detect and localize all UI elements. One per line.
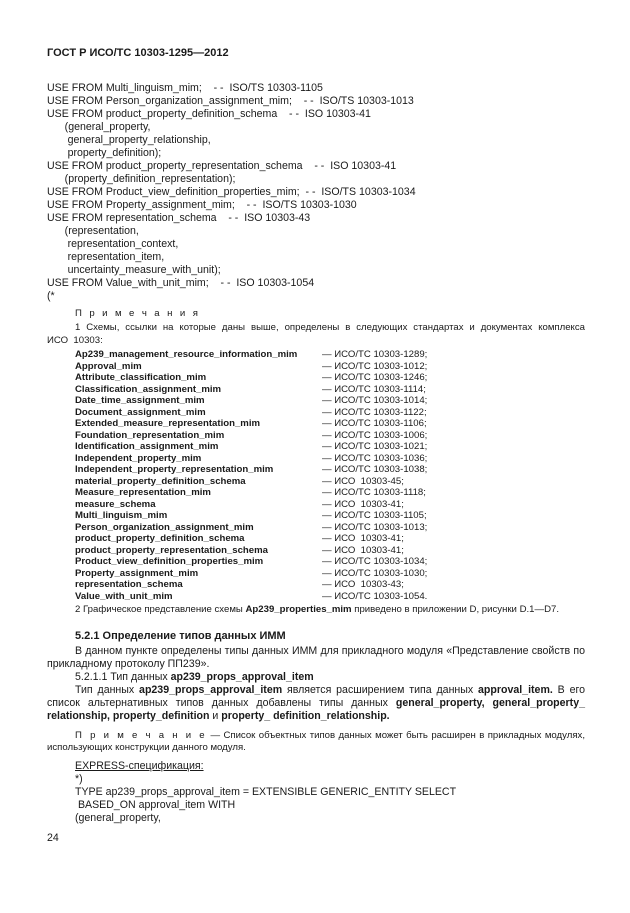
code-line: (* bbox=[47, 290, 55, 302]
note-item-2-schema: Ap239_properties_mim bbox=[245, 604, 352, 615]
ref-schema-name: Property_assignment_mim bbox=[75, 567, 199, 579]
code-line: representation_context, bbox=[47, 238, 179, 250]
code-line: general_property_relationship, bbox=[47, 134, 211, 146]
code-line: USE FROM representation_schema - - ISO 10303-43 bbox=[47, 212, 311, 224]
type-name: general_property, general_property_ bbox=[395, 697, 585, 709]
type-paragraph-line bbox=[47, 710, 390, 723]
ref-standard: — ИСО/ТС 10303-1106; bbox=[322, 418, 427, 429]
note-2-text: — Список объектных типов данных может быть расширен в прикладных модулях, bbox=[207, 730, 585, 741]
subsection-type-name: ap239_props_approval_item bbox=[170, 671, 314, 683]
ref-standard: — ИСО/ТС 10303-1289; bbox=[322, 349, 428, 360]
ref-schema-name: product_property_representation_schema bbox=[75, 544, 268, 556]
code-line: (representation, bbox=[47, 225, 139, 237]
ref-schema-name: Approval_mim bbox=[75, 360, 142, 372]
subsection-number: 5.2.1.1 Тип данных bbox=[75, 671, 171, 683]
ref-schema-name: Independent_property_mim bbox=[75, 452, 202, 464]
ref-standard: — ИСО/ТС 10303-1006; bbox=[322, 429, 428, 441]
code-line: (property_definition_representation); bbox=[47, 173, 236, 185]
code-line: representation_item, bbox=[47, 251, 165, 263]
ref-schema-name: measure_schema bbox=[75, 498, 156, 510]
text-run: список альтернативных типов данных добавлены типы данных bbox=[47, 697, 396, 709]
page-header: ГОСТ Р ИСО/ТС 10303-1295—2012 bbox=[47, 47, 229, 59]
ref-schema-name: Multi_linguism_mim bbox=[75, 510, 168, 521]
ref-schema-name: product_property_definition_schema bbox=[75, 533, 245, 544]
page-number: 24 bbox=[47, 832, 59, 844]
section-title: 5.2.1 Определение типов данных ИММ bbox=[75, 630, 286, 642]
ref-schema-name: Identification_assignment_mim bbox=[75, 441, 219, 452]
ref-standard: — ИСО 10303-43; bbox=[322, 579, 404, 590]
ref-standard: — ИСО/ТС 10303-1122; bbox=[322, 406, 427, 418]
note-item-2-text-end: приведено в приложении D, рисунки D.1—D7. bbox=[351, 604, 560, 615]
ref-schema-name: Person_organization_assignment_mim bbox=[75, 521, 254, 533]
code-line: property_definition); bbox=[47, 147, 162, 159]
code-line: USE FROM product_property_representation_schema - - ISO 10303-41 bbox=[47, 160, 397, 172]
type-name: ap239_props_approval_item bbox=[139, 684, 283, 696]
section-paragraph: В данном пункте определены типы данных ИММ для прикладного модуля «Представление свойств по bbox=[75, 645, 585, 657]
ref-schema-name: Value_with_unit_mim bbox=[75, 590, 173, 602]
ref-schema-name: Document_assignment_mim bbox=[75, 406, 206, 418]
note-2-heading: П р и м е ч а н и е bbox=[75, 730, 208, 741]
ref-schema-name: Classification_assignment_mim bbox=[75, 383, 222, 395]
ref-schema-name: Product_view_definition_properties_mim bbox=[75, 556, 264, 567]
note-intro: 1 Схемы, ссылки на которые даны выше, определены в следующих стандартах и документах комплекса bbox=[75, 322, 585, 333]
code-line: USE FROM Value_with_unit_mim; - - ISO 10303-1054 bbox=[47, 277, 315, 289]
ref-standard: — ИСО 10303-41; bbox=[322, 544, 404, 556]
ref-standard: — ИСО 10303-41; bbox=[322, 533, 404, 544]
express-line: *) bbox=[75, 773, 83, 785]
ref-standard: — ИСО/ТС 10303-1034; bbox=[322, 556, 428, 567]
ref-standard: — ИСО/ТС 10303-1105; bbox=[322, 510, 427, 521]
text-run: Тип данных bbox=[75, 684, 140, 696]
note-2-line: использующих конструкции данного модуля. bbox=[47, 742, 246, 753]
code-line: (general_property, bbox=[47, 121, 151, 133]
ref-standard: — ИСО/ТС 10303-1054. bbox=[322, 590, 428, 602]
type-name: approval_item. bbox=[478, 684, 553, 696]
ref-standard: — ИСО/ТС 10303-1118; bbox=[322, 487, 426, 498]
ref-schema-name: Independent_property_representation_mim bbox=[75, 464, 274, 475]
ref-schema-name: Extended_measure_representation_mim bbox=[75, 418, 261, 429]
ref-standard: — ИСО/ТС 10303-1012; bbox=[322, 360, 428, 372]
type-name: property_ definition_relationship. bbox=[221, 710, 390, 722]
express-line: TYPE ap239_props_approval_item = EXTENSIBLE GENERIC_ENTITY SELECT bbox=[75, 786, 457, 798]
code-line: USE FROM Property_assignment_mim; - - ISO/TS 10303-1030 bbox=[47, 199, 357, 211]
ref-schema-name: Foundation_representation_mim bbox=[75, 429, 225, 441]
ref-standard: — ИСО/ТС 10303-1021; bbox=[322, 441, 428, 452]
code-line: USE FROM Multi_linguism_mim; - - ISO/TS 10303-1105 bbox=[47, 82, 323, 94]
text-run: В его bbox=[552, 684, 585, 696]
ref-schema-name: Measure_representation_mim bbox=[75, 487, 211, 498]
ref-standard: — ИСО/ТС 10303-1014; bbox=[322, 395, 428, 406]
ref-standard: — ИСО/ТС 10303-1030; bbox=[322, 567, 428, 579]
code-line: USE FROM Product_view_definition_properties_mim; - - ISO/TS 10303-1034 bbox=[47, 186, 416, 198]
ref-standard: — ИСО 10303-41; bbox=[322, 498, 404, 510]
express-line: (general_property, bbox=[75, 812, 161, 824]
ref-standard: — ИСО/ТС 10303-1013; bbox=[322, 521, 428, 533]
section-paragraph-cont: прикладному протоколу ПП239». bbox=[47, 658, 210, 670]
code-line: USE FROM product_property_definition_schema - - ISO 10303-41 bbox=[47, 108, 371, 120]
ref-schema-name: material_property_definition_schema bbox=[75, 475, 246, 487]
text-run: и bbox=[209, 710, 222, 722]
code-line: uncertainty_measure_with_unit); bbox=[47, 264, 221, 276]
ref-standard: — ИСО/ТС 10303-1038; bbox=[322, 464, 428, 475]
text-run: является расширением типа данных bbox=[282, 684, 479, 696]
ref-schema-name: Ap239_management_resource_information_mim bbox=[75, 349, 298, 360]
ref-standard: — ИСО 10303-45; bbox=[322, 475, 404, 487]
type-paragraph-line bbox=[75, 684, 585, 697]
express-line: BASED_ON approval_item WITH bbox=[75, 799, 236, 811]
note-item-2 bbox=[75, 603, 559, 616]
subsection-title bbox=[75, 671, 314, 684]
express-label: EXPRESS-спецификация: bbox=[75, 760, 204, 772]
type-name: relationship, property_definition bbox=[47, 710, 210, 722]
ref-schema-name: representation_schema bbox=[75, 579, 183, 590]
ref-schema-name: Date_time_assignment_mim bbox=[75, 395, 205, 406]
code-line: USE FROM Person_organization_assignment_mim; - - ISO/TS 10303-1013 bbox=[47, 95, 414, 107]
ref-schema-name: Attribute_classification_mim bbox=[75, 372, 207, 383]
type-paragraph-line bbox=[47, 697, 585, 710]
note-intro-cont: ИСО 10303: bbox=[47, 335, 103, 346]
note-item-2-text: 2 Графическое представление схемы bbox=[75, 604, 246, 615]
ref-standard: — ИСО/ТС 10303-1114; bbox=[322, 383, 426, 395]
ref-standard: — ИСО/ТС 10303-1036; bbox=[322, 452, 428, 464]
note-heading: П р и м е ч а н и я bbox=[75, 308, 201, 319]
ref-standard: — ИСО/ТС 10303-1246; bbox=[322, 372, 428, 383]
